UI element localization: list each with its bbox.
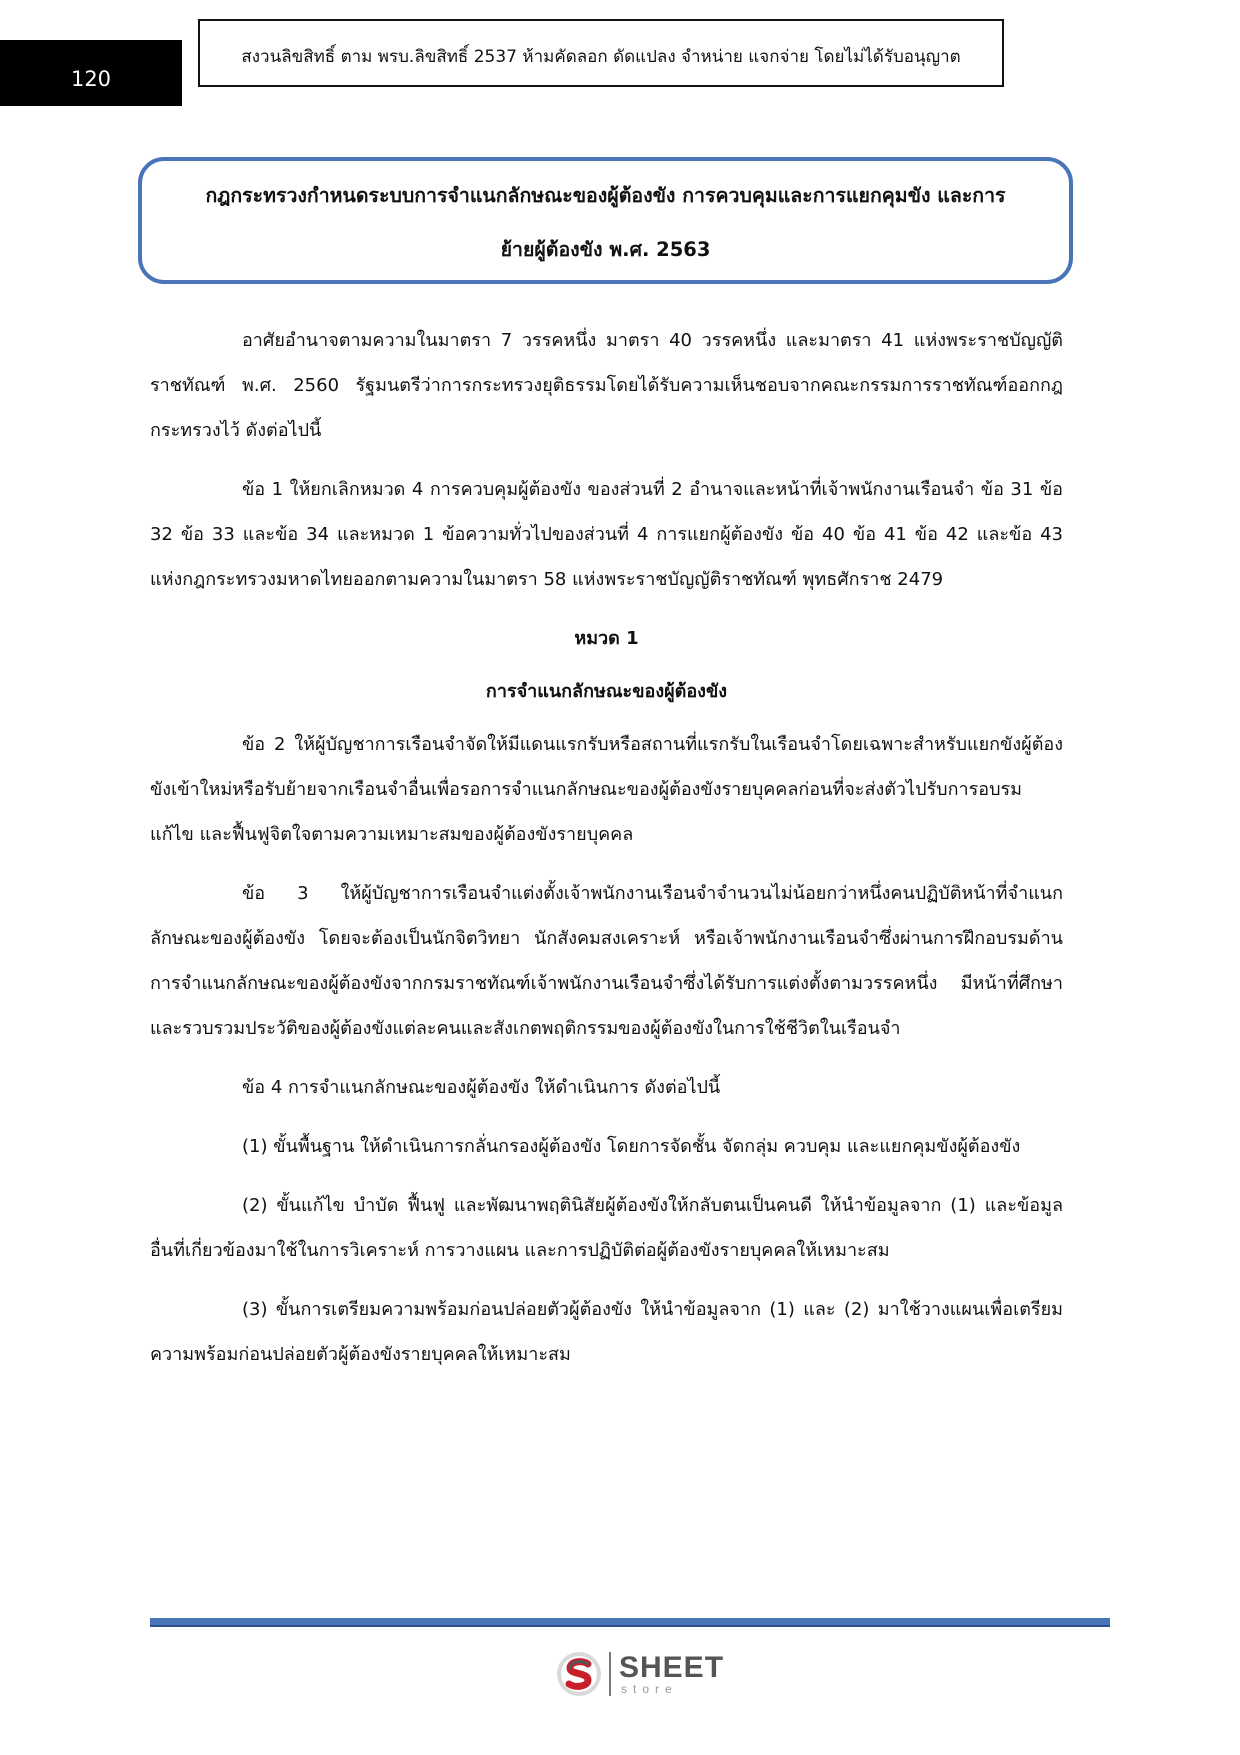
- logo-word: SHEET: [619, 1651, 725, 1684]
- clause-1-paragraph: ข้อ 1 ให้ยกเลิกหมวด 4 การควบคุมผู้ต้องขัง ของส่วนที่ 2 อำนาจและหน้าที่เจ้าพนักงานเรือนจำ ข้อ 31 ข้อ 32 ข้อ 33 และข้อ 34 และหมวด 1 ข้อความทั่วไปของส่วนที่ 4 การแยกผู้ต้องขัง ข้อ 40 ข้อ 41 ข้อ 42 และข้อ 43 แห่งกฎกระทรวงมหาดไทยออกตามความในมาตรา 58 แห่งพระราชบัญญัติราชทัณฑ์ พุทธศักราช 2479: [150, 479, 1063, 590]
- footer-logo: [555, 1648, 724, 1700]
- page-number: 120: [70, 67, 112, 91]
- clause-4-paragraph: ข้อ 4 การจำแนกลักษณะของผู้ต้องขัง ให้ดำเนินการ ดังต่อไปนี้: [242, 1077, 721, 1098]
- sheet-store-logo-icon: [555, 1650, 603, 1698]
- copyright-notice-box: [198, 19, 1004, 87]
- copyright-notice: สงวนลิขสิทธิ์ ตาม พรบ.ลิขสิทธิ์ 2537 ห้ามคัดลอก ดัดแปลง จำหน่าย แจกจ่าย โดยไม่ได้รับอนุญาต: [241, 46, 961, 67]
- document-title-line-2: ย้ายผู้ต้องขัง พ.ศ. 2563: [500, 238, 711, 261]
- logo-text: [619, 1653, 724, 1695]
- clause-2-paragraph: ข้อ 2 ให้ผู้บัญชาการเรือนจำจัดให้มีแดนแรกรับหรือสถานที่แรกรับในเรือนจำโดยเฉพาะสำหรับแยกขังผู้ต้องขังเข้าใหม่หรือรับย้ายจากเรือนจำอื่นเพื่อรอการจำแนกลักษณะของผู้ต้องขังรายบุคคลก่อนที่จะส่งตัวไปรับการอบรม แก้ไข และฟื้นฟูจิตใจตามความเหมาะสมของผู้ต้องขังรายบุคคล: [150, 734, 1063, 845]
- clause-4-item-1: (1) ขั้นพื้นฐาน ให้ดำเนินการกลั่นกรองผู้ต้องขัง โดยการจัดชั้น จัดกลุ่ม ควบคุม และแยกคุมขังผู้ต้องขัง: [242, 1136, 1021, 1157]
- chapter-number: หมวด 1: [574, 628, 639, 649]
- clause-3-paragraph: ข้อ 3 ให้ผู้บัญชาการเรือนจำแต่งตั้งเจ้าพนักงานเรือนจำจำนวนไม่น้อยกว่าหนึ่งคนปฏิบัติหน้าที่จำแนกลักษณะของผู้ต้องขัง โดยจะต้องเป็นนักจิตวิทยา นักสังคมสงเคราะห์ หรือเจ้าพนักงานเรือนจำซึ่งผ่านการฝึกอบรมด้านการจำแนกลักษณะของผู้ต้องขังจากกรมราชทัณฑ์เจ้าพนักงานเรือนจำซึ่งได้รับการแต่งตั้งตามวรรคหนึ่ง มีหน้าที่ศึกษาและรวบรวมประวัติของผู้ต้องขังแต่ละคนและสังเกตพฤติกรรมของผู้ต้องขังในการใช้ชีวิตในเรือนจำ: [150, 883, 1063, 1039]
- logo-divider: [609, 1652, 611, 1696]
- document-title-line-1: กฎกระทรวงกำหนดระบบการจำแนกลักษณะของผู้ต้องขัง การควบคุมและการแยกคุมขัง และการ: [205, 184, 1006, 207]
- clause-4-item-3: (3) ขั้นการเตรียมความพร้อมก่อนปล่อยตัวผู้ต้องขัง ให้นำข้อมูลจาก (1) และ (2) มาใช้วางแผนเพื่อเตรียมความพร้อมก่อนปล่อยตัวผู้ต้องขังรายบุคคลให้เหมาะสม: [150, 1299, 1063, 1365]
- clause-4-item-2: (2) ขั้นแก้ไข บำบัด ฟื้นฟู และพัฒนาพฤตินิสัยผู้ต้องขังให้กลับตนเป็นคนดี ให้นำข้อมูลจาก (1) และข้อมูลอื่นที่เกี่ยวข้องมาใช้ในการวิเคราะห์ การวางแผน และการปฏิบัติต่อผู้ต้องขังรายบุคคลให้เหมาะสม: [150, 1195, 1063, 1261]
- page-number-box: [0, 40, 182, 106]
- chapter-title: การจำแนกลักษณะของผู้ต้องขัง: [485, 681, 728, 702]
- document-title-box: [138, 157, 1073, 284]
- preamble-paragraph: อาศัยอำนาจตามความในมาตรา 7 วรรคหนึ่ง มาตรา 40 วรรคหนึ่ง และมาตรา 41 แห่งพระราชบัญญัติราชทัณฑ์ พ.ศ. 2560 รัฐมนตรีว่าการกระทรวงยุติธรรมโดยได้รับความเห็นชอบจากคณะกรรมการราชทัณฑ์ออกกฎกระทรวงไว้ ดังต่อไปนี้: [150, 330, 1063, 441]
- document-body: [150, 318, 1063, 1391]
- footer-divider: [150, 1618, 1110, 1627]
- logo-subword: store: [621, 1682, 678, 1696]
